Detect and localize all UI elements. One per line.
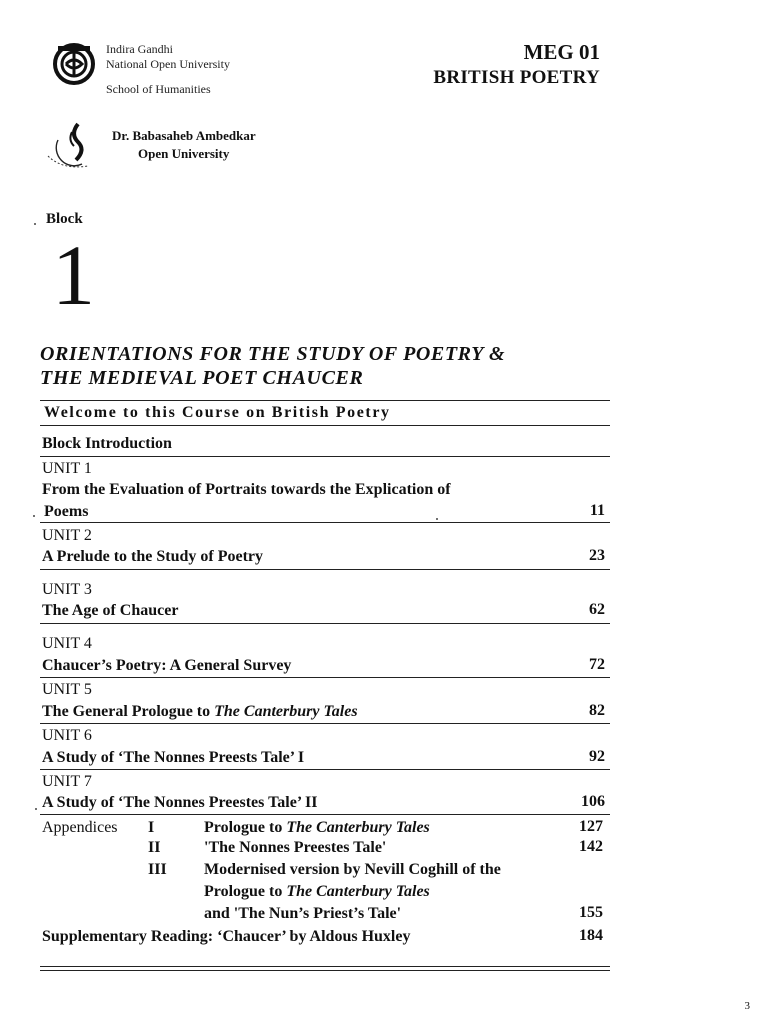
divider bbox=[40, 425, 610, 426]
unit-1-page: 11 bbox=[589, 502, 605, 519]
appendix-3-line2-prefix: Prologue to bbox=[204, 883, 287, 900]
divider bbox=[40, 677, 610, 678]
divider bbox=[40, 814, 610, 815]
unit-5-page: 82 bbox=[589, 702, 605, 719]
appendix-3-page: 155 bbox=[579, 904, 603, 921]
scan-speck bbox=[34, 223, 36, 225]
divider bbox=[40, 966, 610, 967]
divider bbox=[40, 400, 610, 401]
unit-7-label: UNIT 7 bbox=[42, 773, 92, 790]
partner-univ-line1: Dr. Babasaheb Ambedkar bbox=[112, 128, 256, 143]
unit-5-title-prefix: The General Prologue to bbox=[42, 703, 215, 720]
scan-speck bbox=[35, 808, 37, 810]
appendix-3-line2-italic: The Canterbury Tales bbox=[286, 883, 430, 900]
divider bbox=[40, 623, 610, 624]
divider bbox=[40, 569, 610, 570]
divider bbox=[40, 970, 610, 971]
appendices-label: Appendices bbox=[42, 819, 118, 836]
unit-1-title-line2: Poems bbox=[44, 503, 89, 520]
scan-speck bbox=[436, 518, 438, 520]
unit-6-label: UNIT 6 bbox=[42, 727, 92, 744]
unit-2-title: A Prelude to the Study of Poetry bbox=[42, 548, 264, 565]
block-label: Block bbox=[46, 211, 83, 227]
unit-4-label: UNIT 4 bbox=[42, 635, 92, 652]
divider bbox=[40, 723, 610, 724]
block-title-line1: ORIENTATIONS FOR THE STUDY OF POETRY & bbox=[40, 343, 506, 365]
appendix-3-line1: Modernised version by Nevill Coghill of the bbox=[204, 861, 501, 878]
unit-5-title-italic: The Canterbury Tales bbox=[214, 703, 358, 720]
divider bbox=[40, 769, 610, 770]
appendix-1-text bbox=[204, 818, 430, 838]
appendix-2-num: II bbox=[148, 839, 161, 856]
divider bbox=[40, 522, 610, 523]
school-name: School of Humanities bbox=[106, 82, 211, 96]
block-number: 1 bbox=[52, 227, 95, 323]
baou-logo bbox=[42, 120, 102, 176]
appendix-2-page: 142 bbox=[579, 838, 603, 855]
unit-5-label: UNIT 5 bbox=[42, 681, 92, 698]
ignou-logo bbox=[52, 42, 96, 86]
univ-name-line2: National Open University bbox=[106, 57, 230, 71]
unit-5-title bbox=[42, 702, 358, 722]
unit-4-title: Chaucer’s Poetry: A General Survey bbox=[42, 657, 292, 674]
unit-7-title: A Study of ‘The Nonnes Preestes Tale’ II bbox=[42, 794, 318, 811]
appendix-1-num: I bbox=[148, 819, 155, 836]
unit-3-title: The Age of Chaucer bbox=[42, 602, 179, 619]
appendix-1-page: 127 bbox=[579, 818, 603, 835]
appendix-3-num: III bbox=[148, 861, 167, 878]
appendix-1-prefix: Prologue to bbox=[204, 819, 287, 836]
appendix-1-italic: The Canterbury Tales bbox=[286, 819, 430, 836]
partner-univ-line2: Open University bbox=[138, 146, 230, 161]
block-introduction-entry: Block Introduction bbox=[42, 435, 172, 452]
unit-2-label: UNIT 2 bbox=[42, 527, 92, 544]
course-code: MEG 01 bbox=[523, 40, 600, 64]
univ-name-line1: Indira Gandhi bbox=[106, 42, 173, 56]
block-title-line2: THE MEDIEVAL POET CHAUCER bbox=[40, 367, 364, 389]
appendix-3-line2 bbox=[204, 882, 430, 902]
unit-6-page: 92 bbox=[589, 748, 605, 765]
divider bbox=[40, 456, 610, 457]
page-number: 3 bbox=[744, 1000, 750, 1012]
unit-4-page: 72 bbox=[589, 656, 605, 673]
appendix-3-line3: and 'The Nun’s Priest’s Tale' bbox=[204, 905, 402, 922]
unit-1-label: UNIT 1 bbox=[42, 460, 92, 477]
course-title: BRITISH POETRY bbox=[433, 67, 600, 88]
appendix-2-text: 'The Nonnes Preestes Tale' bbox=[204, 839, 387, 856]
supplementary-reading-entry: Supplementary Reading: ‘Chaucer’ by Aldous Huxley bbox=[42, 928, 411, 945]
unit-6-title: A Study of ‘The Nonnes Preests Tale’ I bbox=[42, 749, 305, 766]
unit-3-label: UNIT 3 bbox=[42, 581, 92, 598]
supplementary-reading-page: 184 bbox=[579, 927, 603, 944]
welcome-entry: Welcome to this Course on British Poetry bbox=[44, 404, 391, 421]
scan-speck bbox=[33, 515, 35, 517]
unit-2-page: 23 bbox=[589, 547, 605, 564]
unit-1-title-line1: From the Evaluation of Portraits towards the Explication of bbox=[42, 481, 451, 498]
unit-3-page: 62 bbox=[589, 601, 605, 618]
unit-7-page: 106 bbox=[581, 793, 605, 810]
block-title bbox=[40, 342, 630, 390]
